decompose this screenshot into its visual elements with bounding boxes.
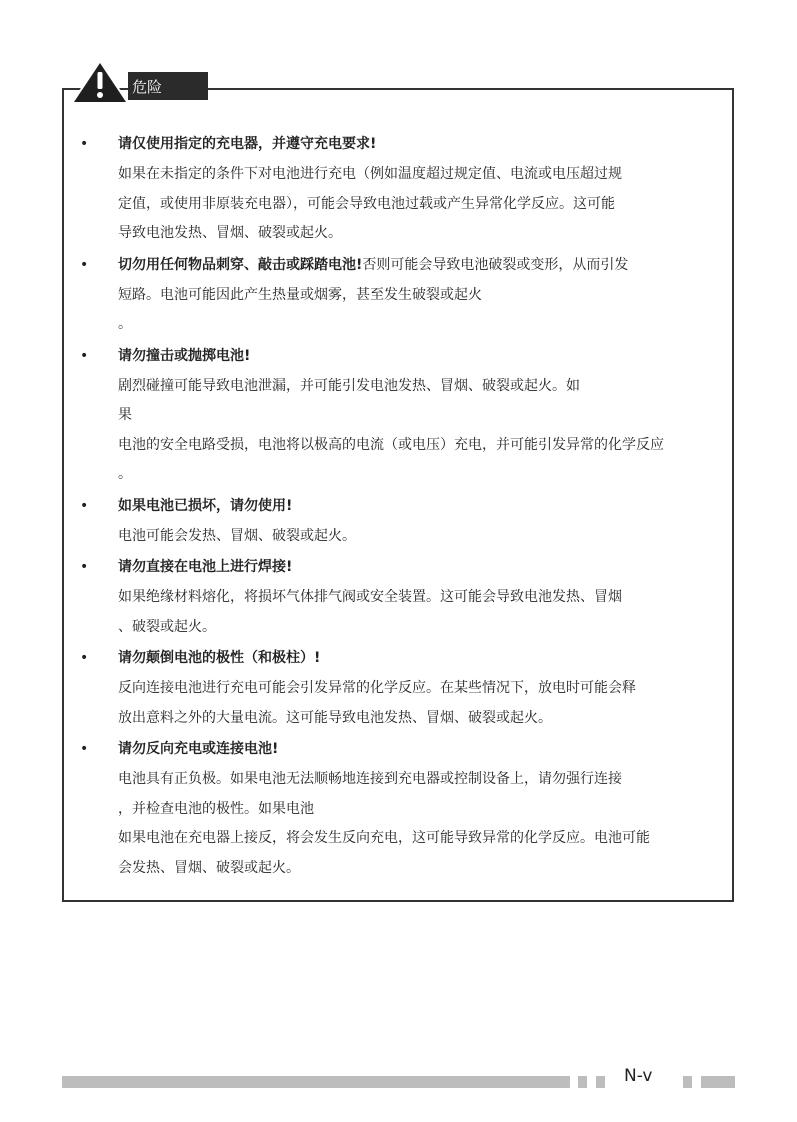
warning-item	[80, 551, 740, 642]
warning-item-title-line	[118, 490, 740, 522]
warning-item-text-line: 如果绝缘材料熔化，将损坏气体排气阀或安全装置。这可能会导致电池发热、冒烟	[118, 589, 622, 605]
warning-item-text-line: 电池的安全电路受损，电池将以极高的电流（或电压）充电，并可能引发异常的化学反应	[118, 436, 664, 453]
warning-triangle-icon	[70, 60, 130, 104]
warning-item-title-line	[118, 249, 740, 281]
bullet-icon: •	[80, 347, 89, 364]
warning-item	[80, 128, 740, 249]
warning-item-text-line: 放出意料之外的大量电流。这可能导致电池发热、冒烟、破裂或起火。	[118, 709, 552, 726]
bullet-icon: •	[80, 256, 89, 273]
warning-item-text-line: 果	[118, 407, 132, 423]
warning-item-text-line: 如果电池在充电器上接反，将会发生反向充电，这可能导致异常的化学反应。电池可能	[118, 830, 650, 846]
warning-item-text-line: ，并检查电池的极性。如果电池	[118, 800, 314, 817]
warning-header	[70, 60, 208, 100]
warning-item-title: 如果电池已损坏，请勿使用!	[118, 497, 293, 514]
warning-item-title: 请仅使用指定的充电器，并遵守充电要求!	[118, 136, 377, 152]
warning-item-text-line: 如果在未指定的条件下对电池进行充电（例如温度超过规定值、电流或电压超过规	[118, 166, 622, 182]
warning-item-title-line	[118, 642, 740, 674]
warning-item-title-line	[118, 340, 740, 372]
warning-item-text-line: 定值，或使用非原装充电器），可能会导致电池过载或产生异常化学反应。这可能	[118, 195, 615, 212]
warning-label: 危险	[128, 72, 208, 100]
warning-item-title: 切勿用任何物品刺穿、敲击或踩踏电池!	[118, 256, 363, 273]
footer-bar-seg-3	[683, 1076, 692, 1088]
page-number: N-v	[624, 1066, 653, 1086]
bullet-icon: •	[80, 559, 89, 575]
warning-item-title: 请勿直接在电池上进行焊接!	[118, 559, 293, 575]
bullet-icon: •	[80, 136, 89, 152]
warning-item	[80, 340, 740, 490]
warning-item-title: 请勿颠倒电池的极性（和极柱）!	[118, 650, 321, 666]
warning-item-text-line: 、破裂或起火。	[118, 618, 216, 635]
bullet-icon: •	[80, 497, 89, 514]
warning-item-text-line: 反向连接电池进行充电可能会引发异常的化学反应。在某些情况下，放电时可能会释	[118, 680, 636, 696]
warning-item	[80, 490, 740, 552]
footer-bar-seg-2	[596, 1076, 605, 1088]
warning-item-text-line: 。	[118, 316, 132, 332]
bullet-icon: •	[80, 741, 89, 757]
warning-item-text-line: 导致电池发热、冒烟、破裂或起火。	[118, 225, 342, 241]
warning-item-text-line: 电池具有正负极。如果电池无法顺畅地连接到充电器或控制设备上，请勿强行连接	[118, 771, 622, 787]
warning-item	[80, 249, 740, 340]
warning-item-text-line: 会发热、冒烟、破裂或起火。	[118, 859, 300, 876]
footer-bar-seg-4	[701, 1076, 735, 1088]
warning-item-title: 请勿反向充电或连接电池!	[118, 741, 279, 757]
warning-item-title: 请勿撞击或抛掷电池!	[118, 347, 251, 364]
warning-item-text-line: 。	[118, 466, 132, 482]
warning-item-text-line: 电池可能会发热、冒烟、破裂或起火。	[118, 527, 356, 544]
warning-list	[80, 128, 740, 883]
warning-item	[80, 642, 740, 733]
warning-item-title-tail: 否则可能会导致电池破裂或变形，从而引发	[362, 256, 629, 273]
warning-item-text-line: 短路。电池可能因此产生热量或烟雾，甚至发生破裂或起火	[118, 286, 482, 303]
footer-bar-long	[62, 1076, 570, 1088]
warning-item	[80, 733, 740, 883]
bullet-icon: •	[80, 650, 89, 666]
warning-item-title-line	[118, 128, 740, 160]
warning-item-title-line	[118, 733, 740, 765]
warning-item-text-line: 剧烈碰撞可能导致电池泄漏，并可能引发电池发热、冒烟、破裂或起火。如	[118, 377, 580, 394]
footer-bar-seg-1	[578, 1076, 587, 1088]
warning-item-title-line	[118, 551, 740, 583]
